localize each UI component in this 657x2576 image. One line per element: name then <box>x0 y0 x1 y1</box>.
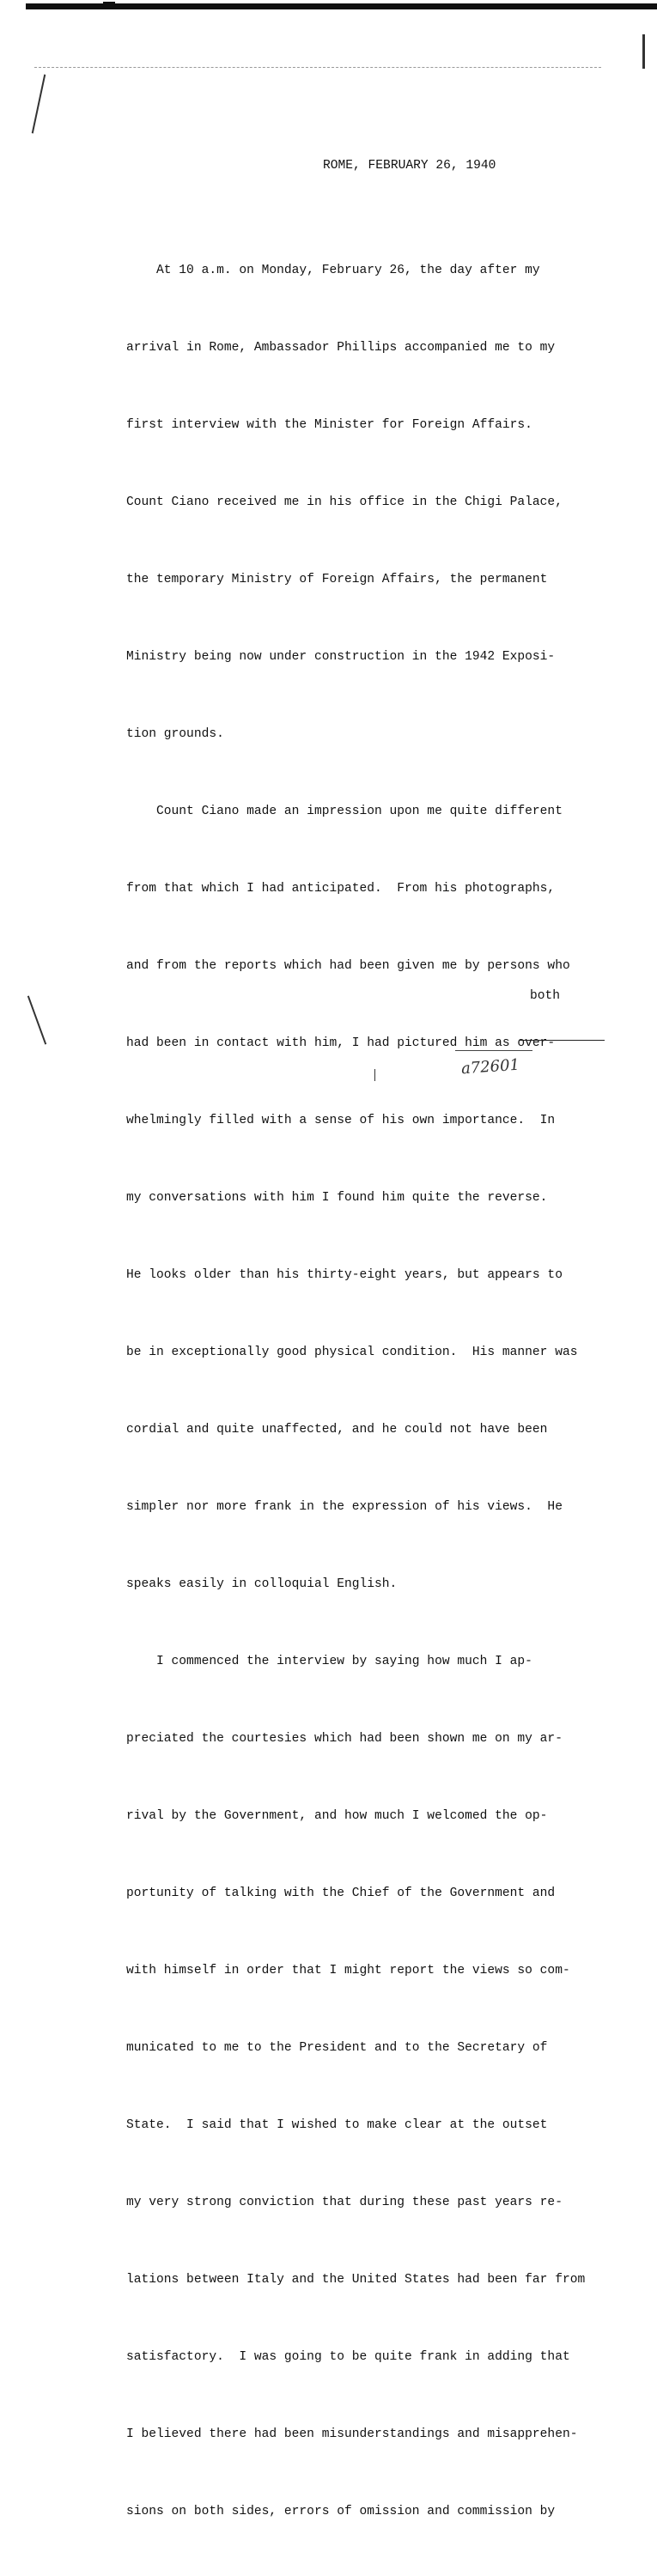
text-line: I commenced the interview by saying how much I ap- <box>126 1655 532 1668</box>
text-line: sions on both sides, errors of omission and commission by <box>126 2505 556 2518</box>
text-line: Count Ciano received me in his office in the Chigi Palace, <box>126 495 563 509</box>
text-line: cordial and quite unaffected, and he could not have been <box>126 1423 548 1437</box>
catchword: both <box>530 989 561 1003</box>
text-line: I believed there had been misunderstandings and misapprehen- <box>126 2427 578 2441</box>
text-line: Ministry being now under construction in the 1942 Exposi- <box>126 650 556 664</box>
scan-artifact-line <box>34 67 601 68</box>
text-line: portunity of talking with the Chief of the Government and <box>126 1886 556 1900</box>
text-line: speaks easily in colloquial English. <box>126 1577 398 1591</box>
handwritten-number: a72601 <box>460 1055 520 1078</box>
text-line: Count Ciano made an impression upon me quite different <box>126 805 563 818</box>
text-line: preciated the courtesies which had been shown me on my ar- <box>126 1732 563 1746</box>
text-line: lations between Italy and the United States had been far from <box>126 2273 586 2287</box>
text-line: State. I said that I wished to make clear at the outset <box>126 2118 548 2132</box>
scan-top-edge <box>26 3 657 9</box>
text-line: with himself in order that I might report the views so com- <box>126 1964 570 1978</box>
margin-mark <box>32 75 46 134</box>
margin-mark <box>27 995 46 1044</box>
body-text <box>126 206 607 2576</box>
footer-rule <box>455 1050 532 1051</box>
text-line: be in exceptionally good physical condition. His manner was <box>126 1346 578 1359</box>
footer-rule <box>519 1040 605 1041</box>
text-line: first interview with the Minister for Foreign Affairs. <box>126 418 532 432</box>
text-line: He looks older than his thirty-eight years, but appears to <box>126 1268 563 1282</box>
text-line: rival by the Government, and how much I welcomed the op- <box>126 1809 548 1823</box>
text-line: municated to me to the President and to the Secretary of <box>126 2041 548 2055</box>
text-line: At 10 a.m. on Monday, February 26, the day after my <box>126 264 540 277</box>
text-line: whelmingly filled with a sense of his own importance. In <box>126 1114 556 1127</box>
text-line: simpler nor more frank in the expression of his views. He <box>126 1500 563 1514</box>
text-line: my very strong conviction that during these past years re- <box>126 2196 563 2209</box>
text-line: arrival in Rome, Ambassador Phillips accompanied me to my <box>126 341 556 355</box>
text-line: the temporary Ministry of Foreign Affairs, the permanent <box>126 573 548 586</box>
dateline: ROME, FEBRUARY 26, 1940 <box>323 159 496 173</box>
text-line: my conversations with him I found him quite the reverse. <box>126 1191 548 1205</box>
text-line: had been in contact with him, I had pictured him as over- <box>126 1036 556 1050</box>
text-line: satisfactory. I was going to be quite frank in adding that <box>126 2350 570 2364</box>
text-line: and from the reports which had been given me by persons who <box>126 959 570 973</box>
margin-mark <box>642 34 645 69</box>
text-line: from that which I had anticipated. From his photographs, <box>126 882 556 896</box>
text-line: tion grounds. <box>126 727 224 741</box>
